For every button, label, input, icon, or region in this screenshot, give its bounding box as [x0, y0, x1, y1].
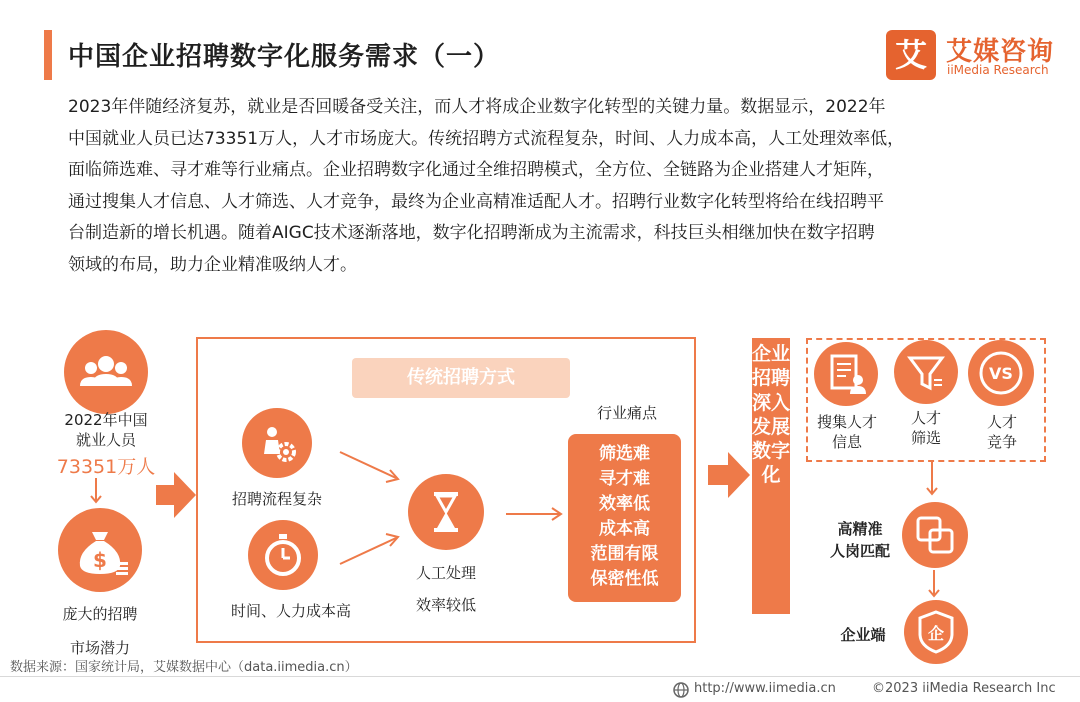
- cost-label: 时间、人力成本高: [230, 602, 351, 620]
- down-arrow-icon: [926, 570, 942, 600]
- manual-efficiency-label: 人工处理 效率较低: [415, 564, 476, 614]
- website-link[interactable]: http://www.iimedia.cn: [694, 681, 836, 696]
- employed-label: 2022年中国 就业人员: [64, 411, 148, 449]
- title-accent-bar: [44, 30, 52, 80]
- filter-label: 人才 筛选: [910, 409, 941, 447]
- time-circle: [248, 520, 318, 590]
- match-circle: [902, 502, 968, 568]
- pain-point: 范围有限: [590, 544, 659, 564]
- pain-point: 效率低: [599, 494, 650, 514]
- down-arrow-icon: [88, 478, 104, 506]
- intro-line: 领域的布局，助力企业精准吸纳人才。: [68, 254, 357, 275]
- potential-label: 庞大的招聘 市场潜力: [62, 605, 138, 657]
- arrow-right-icon: [506, 504, 564, 524]
- down-arrow-icon: [924, 462, 940, 498]
- people-circle: [64, 330, 148, 414]
- match-squares-icon: [902, 502, 968, 568]
- hourglass-icon: [408, 474, 484, 550]
- collect-label: 搜集人才 信息: [816, 413, 877, 451]
- flow-arrow-icon: [156, 470, 196, 520]
- logo-text-cn: 艾媒咨询: [946, 37, 1055, 67]
- svg-text:$: $: [93, 548, 107, 572]
- compete-label: 人才 竞争: [986, 413, 1017, 451]
- pain-points-title: 行业痛点: [596, 404, 657, 422]
- intro-line: 面临筛选难、寻才难等行业痛点。企业招聘数字化通过全维招聘模式，全方位、全链路为企业搭建人才矩阵，: [68, 160, 884, 180]
- funnel-icon: [894, 340, 958, 404]
- enterprise-glyph: 企: [927, 624, 945, 643]
- data-source: 数据来源：国家统计局，艾媒数据中心（data.iimedia.cn）: [10, 660, 358, 675]
- intro-line: 2023年伴随经济复苏，就业是否回暖备受关注，而人才将成企业数字化转型的关键力量。数据显示，2022年: [68, 97, 886, 117]
- pain-point: 寻才难: [599, 469, 650, 489]
- pain-points-list: [568, 442, 681, 592]
- intro-line: 通过搜集人才信息、人才筛选、人才竞争，最终为企业高精准适配人才。招聘行业数字化转型将给在线招聘平: [68, 191, 884, 212]
- pain-point: 筛选难: [599, 444, 650, 464]
- footer-divider: [0, 676, 1080, 677]
- process-circle: [242, 408, 312, 478]
- match-label: 高精准 人岗匹配: [829, 520, 890, 560]
- digital-transformation-label: 企业招聘深入发展数字化: [752, 343, 791, 487]
- arrow-down-right-icon: [336, 448, 406, 488]
- people-icon: [64, 330, 148, 414]
- money-circle: [58, 508, 142, 592]
- flow-arrow-icon: [708, 450, 750, 500]
- collect-circle: [814, 342, 878, 406]
- versus-icon: [968, 340, 1034, 406]
- intro-line: 中国就业人员已达73351万人，人才市场庞大。传统招聘方式流程复杂，时间、人力成本高，人工处理效率低，: [68, 128, 905, 149]
- logo-mark-glyph: 艾: [894, 36, 927, 74]
- intro-paragraph: [68, 92, 1048, 281]
- compete-circle: [968, 340, 1034, 406]
- manual-circle: [408, 474, 484, 550]
- traditional-title: 传统招聘方式: [352, 358, 570, 398]
- pain-point: 成本高: [599, 519, 650, 539]
- globe-icon: [672, 681, 690, 699]
- resume-icon: [814, 342, 878, 406]
- money-bag-icon: [58, 508, 142, 592]
- logo-mark: [886, 30, 936, 80]
- vs-text: VS: [989, 364, 1013, 383]
- enterprise-shield-icon: [904, 600, 968, 664]
- gear-person-icon: [242, 408, 312, 478]
- intro-line: 台制造新的增长机遇。随着AIGC技术逐渐落地，数字化招聘渐成为主流需求，科技巨头相继加快在数字招聘: [68, 223, 875, 243]
- copyright: ©2023 iiMedia Research Inc: [872, 681, 1056, 696]
- stopwatch-icon: [248, 520, 318, 590]
- enterprise-label: 企业端: [840, 626, 886, 644]
- pain-point: 保密性低: [590, 569, 659, 589]
- filter-circle: [894, 340, 958, 404]
- process-complex-label: 招聘流程复杂: [231, 490, 322, 508]
- enterprise-circle: [904, 600, 968, 664]
- logo-text-en: iiMedia Research: [947, 63, 1049, 77]
- page-title: 中国企业招聘数字化服务需求（一）: [68, 42, 501, 72]
- employed-value: 73351万人: [56, 456, 156, 478]
